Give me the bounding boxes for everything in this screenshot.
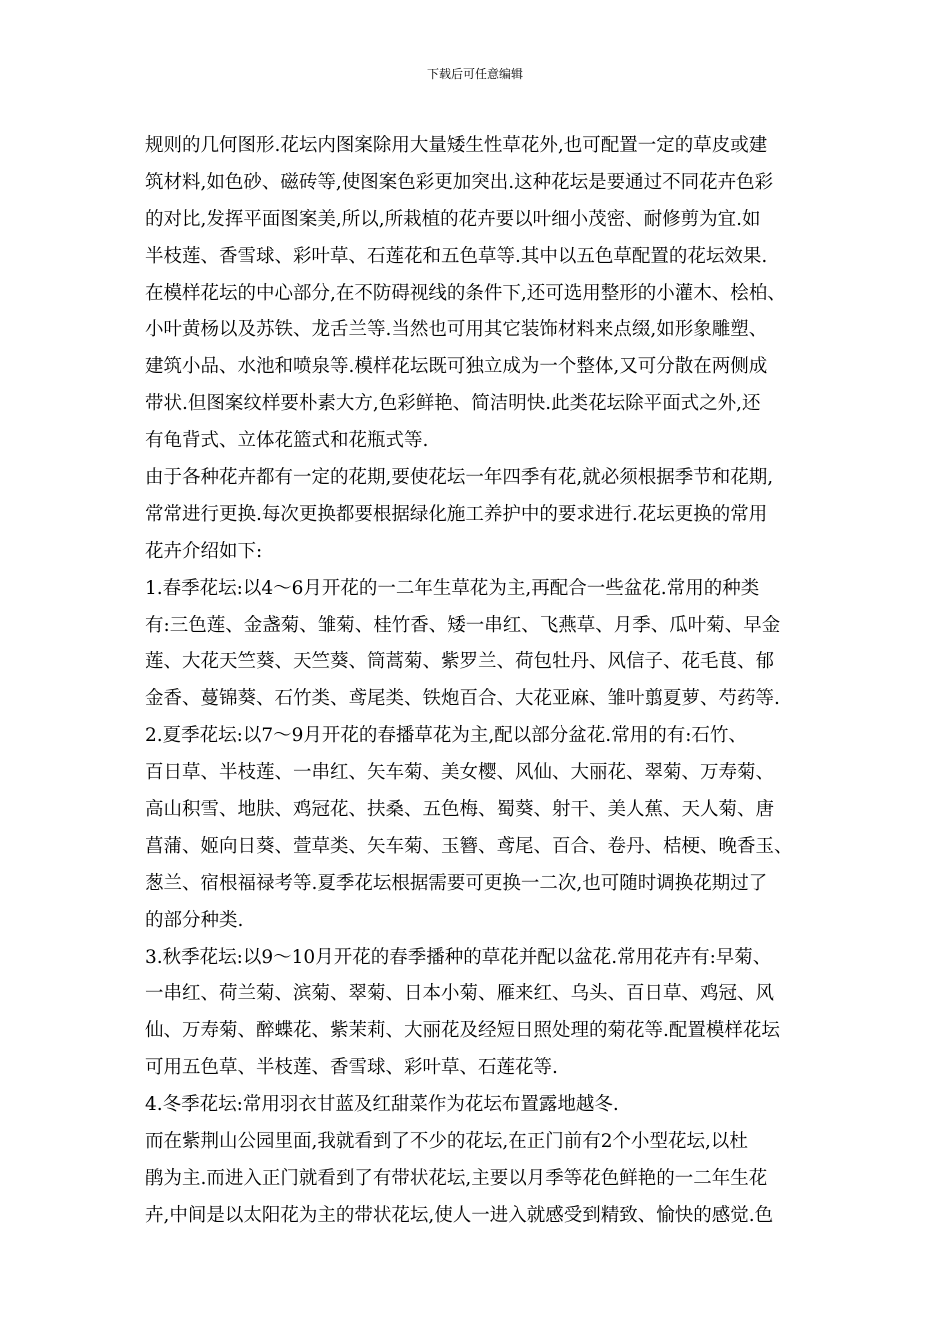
text-line: 高山积雪、地肤、鸡冠花、扶桑、五色梅、蜀葵、射干、美人蕉、天人菊、唐 — [145, 799, 775, 821]
text-line: 筑材料,如色砂、磁砖等,使图案色彩更加突出.这种花坛是要通过不同花卉色彩 — [145, 171, 774, 193]
text-line: 而在紫荆山公园里面,我就看到了不少的花坛,在正门前有2个小型花坛,以杜 — [145, 1131, 748, 1153]
text-line: 4.冬季花坛:常用羽衣甘蓝及红甜菜作为花坛布置露地越冬. — [145, 1094, 619, 1116]
text-line: 带状.但图案纹样要朴素大方,色彩鲜艳、简洁明快.此类花坛除平面式之外,还 — [145, 393, 761, 415]
text-line: 鹃为主.而进入正门就看到了有带状花坛,主要以月季等花色鲜艳的一二年生花 — [145, 1167, 768, 1189]
text-line: 建筑小品、水池和喷泉等.模样花坛既可独立成为一个整体,又可分散在两侧成 — [145, 356, 768, 378]
text-line: 可用五色草、半枝莲、香雪球、彩叶草、石莲花等. — [145, 1057, 558, 1079]
page-header: 下载后可任意编辑 — [426, 67, 523, 81]
text-line: 3.秋季花坛:以9～10月开花的春季播种的草花并配以盆花.常用花卉有:早菊、 — [145, 946, 772, 968]
text-line: 由于各种花卉都有一定的花期,要使花坛一年四季有花,就必须根据季节和花期, — [145, 467, 774, 489]
text-line: 小叶黄杨以及苏铁、龙舌兰等.当然也可用其它装饰材料来点缀,如形象雕塑、 — [145, 319, 768, 341]
document-body — [145, 128, 815, 1235]
text-line: 金香、蔓锦葵、石竹类、鸢尾类、铁炮百合、大花亚麻、雏叶翦夏萝、芍药等. — [145, 688, 780, 710]
text-line: 在模样花坛的中心部分,在不防碍视线的条件下,还可选用整形的小灌木、桧柏、 — [145, 282, 786, 304]
text-line: 规则的几何图形.花坛内图案除用大量矮生性草花外,也可配置一定的草皮或建 — [145, 135, 768, 156]
text-line: 莲、大花天竺葵、天竺葵、筒蒿菊、紫罗兰、荷包牡丹、风信子、花毛茛、郁 — [145, 651, 775, 673]
text-line: 百日草、半枝莲、一串红、矢车菊、美女樱、风仙、大丽花、翠菊、万寿菊、 — [145, 762, 775, 784]
text-line: 仙、万寿菊、醉蝶花、紫茉莉、大丽花及经短日照处理的菊花等.配置模样花坛 — [145, 1020, 780, 1042]
text-line: 半枝莲、香雪球、彩叶草、石莲花和五色草等.其中以五色草配置的花坛效果. — [145, 245, 768, 267]
text-line: 卉,中间是以太阳花为主的带状花坛,使人一进入就感受到精致、愉快的感觉.色 — [145, 1204, 774, 1226]
text-line: 有龟背式、立体花篮式和花瓶式等. — [145, 430, 429, 452]
text-line: 1.春季花坛:以4～6月开花的一二年生草花为主,再配合一些盆花.常用的种类 — [145, 577, 760, 599]
text-line: 一串红、荷兰菊、滨菊、翠菊、日本小菊、雁来红、乌头、百日草、鸡冠、风 — [145, 983, 775, 1005]
text-line: 有:三色莲、金盏菊、雏菊、桂竹香、矮一串红、飞燕草、月季、瓜叶菊、早金 — [145, 614, 781, 636]
text-line: 葱兰、宿根福禄考等.夏季花坛根据需要可更换一二次,也可随时调换花期过了 — [145, 872, 768, 894]
text-line: 2.夏季花坛:以7～9月开花的春播草花为主,配以部分盆花.常用的有:石竹、 — [145, 725, 747, 747]
text-line: 的部分种类. — [145, 909, 244, 931]
text-line: 常常进行更换.每次更换都要根据绿化施工养护中的要求进行.花坛更换的常用 — [145, 503, 768, 525]
text-line: 菖蒲、姬向日葵、萱草类、矢车菊、玉簪、鸢尾、百合、卷丹、桔梗、晚香玉、 — [145, 835, 793, 857]
text-line: 的对比,发挥平面图案美,所以,所栽植的花卉要以叶细小茂密、耐修剪为宜.如 — [145, 208, 761, 230]
text-line: 花卉介绍如下: — [145, 540, 263, 562]
